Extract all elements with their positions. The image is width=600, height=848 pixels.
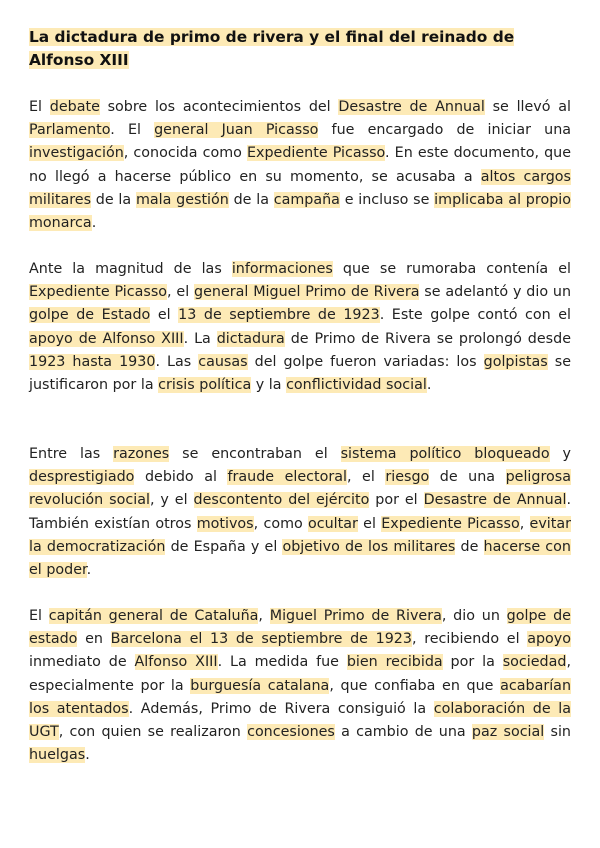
highlighted-phrase: colaboración de la UGT	[29, 700, 572, 741]
body-text: sobre los acontecimientos del	[99, 99, 339, 115]
body-text: que se rumoraba contenía el	[332, 261, 571, 277]
highlighted-phrase: Barcelona el 13 de septiembre de 1923	[110, 631, 412, 648]
highlighted-phrase: Miguel Primo de Rivera	[269, 608, 442, 624]
body-text: , que confiaba en que	[329, 677, 501, 694]
highlighted-phrase: implicaba al propio monarca	[29, 191, 571, 232]
highlighted-phrase: huelgas	[29, 747, 86, 764]
body-text: del golpe fueron variadas: los	[247, 353, 484, 370]
body-text: .	[86, 562, 92, 579]
highlighted-phrase: general Juan Picasso	[154, 122, 319, 139]
highlighted-phrase: Desastre de Annual	[338, 99, 485, 115]
body-text: e incluso se	[339, 191, 435, 208]
highlighted-phrase: paz social	[471, 724, 545, 741]
highlighted-phrase: altos cargos militares	[29, 168, 571, 208]
body-text: en	[77, 631, 111, 648]
body-text: de España y el	[165, 538, 283, 555]
highlighted-phrase: informaciones	[231, 261, 333, 277]
highlighted-phrase: riesgo	[385, 469, 430, 486]
paragraph-4	[29, 605, 571, 767]
highlighted-phrase: crisis política	[158, 377, 252, 394]
body-text: ,	[258, 608, 270, 624]
highlighted-phrase: campaña	[273, 191, 340, 208]
body-text: ,	[519, 515, 530, 532]
body-text: . Además, Primo de Rivera consiguió la	[128, 700, 434, 717]
body-text: se llevó al	[484, 99, 571, 115]
highlighted-phrase: Desastre de Annual	[423, 492, 567, 509]
highlighted-phrase: sociedad	[502, 654, 567, 671]
highlighted-phrase: mala gestión	[135, 191, 229, 208]
body-text: y la	[251, 377, 287, 394]
body-text: Ante la magnitud de las	[29, 261, 232, 277]
highlighted-phrase: debate	[49, 99, 100, 115]
body-text: . Este golpe contó con el	[379, 307, 571, 324]
highlighted-phrase: Expediente Picasso	[246, 145, 386, 162]
body-text: El	[29, 99, 50, 115]
body-text: de	[455, 538, 484, 555]
highlighted-phrase: capitán general de Cataluña	[48, 608, 259, 624]
highlighted-phrase: causas	[198, 353, 248, 370]
title-text: La dictadura de primo de rivera y el final del reinado de Alfonso XIII	[29, 28, 515, 69]
body-text: .	[426, 377, 432, 394]
body-text: .	[85, 747, 90, 764]
body-text: se encontraban el	[169, 446, 341, 462]
paragraph-3	[29, 443, 571, 582]
highlighted-phrase: sistema político bloqueado	[340, 446, 550, 462]
body-text: , recibiendo el	[412, 631, 528, 648]
body-text: sin	[544, 724, 571, 741]
body-text: , el	[346, 469, 386, 486]
highlighted-phrase: apoyo	[527, 631, 571, 648]
highlighted-phrase: conflictividad social	[286, 377, 427, 394]
highlighted-phrase: Expediente Picasso	[381, 515, 520, 532]
body-text: de la	[91, 191, 136, 208]
body-text: . También existían otros	[29, 492, 571, 532]
body-text: por la	[442, 654, 503, 671]
highlighted-phrase: motivos	[196, 515, 254, 532]
body-text: . La medida fue	[217, 654, 347, 671]
body-text: . La	[183, 330, 217, 347]
highlighted-phrase: golpe de estado	[29, 608, 571, 648]
body-text: de una	[429, 469, 506, 486]
body-text: . El	[110, 122, 155, 139]
highlighted-phrase: bien recibida	[346, 654, 443, 671]
body-text: , con quien se realizaron	[58, 724, 248, 741]
body-text: , conocida como	[123, 145, 247, 162]
body-text: debido al	[134, 469, 228, 486]
body-text: . Las	[155, 353, 199, 370]
highlighted-phrase: descontento del ejército	[193, 492, 370, 509]
body-text: Entre las	[29, 446, 114, 462]
body-text: , dio un	[441, 608, 507, 624]
highlighted-phrase: concesiones	[247, 724, 335, 741]
highlighted-phrase: razones	[113, 446, 170, 462]
body-text: el	[357, 515, 382, 532]
highlighted-phrase: desprestigiado	[29, 469, 135, 486]
body-text: , especialmente por la	[29, 654, 571, 694]
paragraph-1	[29, 96, 571, 235]
highlighted-phrase: fraude electoral	[227, 469, 347, 486]
highlighted-phrase: ocultar	[308, 515, 358, 532]
paragraph-2	[29, 258, 571, 397]
highlighted-phrase: acabarían los atentados	[29, 677, 572, 717]
body-text: y	[549, 446, 571, 462]
highlighted-phrase: hacerse con el poder	[29, 538, 571, 579]
highlighted-phrase: Expediente Picasso	[29, 284, 168, 301]
highlighted-phrase: Parlamento	[29, 122, 111, 139]
body-text: se adelantó y dio un	[419, 284, 572, 301]
highlighted-phrase: Alfonso XIII	[134, 654, 218, 671]
body-text: se justificaron por la	[29, 353, 572, 394]
body-text: . En este documento, que no llegó a hacerse público en su momento, se acusaba a	[29, 145, 572, 185]
body-text: a cambio de una	[334, 724, 472, 741]
highlighted-phrase: general Miguel Primo de Rivera	[194, 284, 420, 301]
highlighted-phrase: 13 de septiembre de 1923	[178, 307, 380, 324]
body-text: , el	[167, 284, 195, 301]
body-text: , como	[253, 515, 309, 532]
body-text: El	[29, 608, 49, 624]
body-text: .	[91, 215, 97, 232]
body-text: de Primo de Rivera se prolongó desde	[284, 330, 571, 347]
highlighted-phrase: dictadura	[216, 330, 285, 347]
body-text: el	[150, 307, 179, 324]
body-text: por el	[369, 492, 424, 509]
body-text: fue encargado de iniciar una	[318, 122, 572, 139]
highlighted-phrase: burguesía catalana	[190, 677, 330, 694]
body-text: , y el	[149, 492, 194, 509]
body-text: inmediato de	[29, 654, 135, 671]
highlighted-phrase: golpistas	[483, 353, 548, 370]
highlighted-phrase: 1923 hasta 1930	[29, 353, 156, 370]
highlighted-phrase: golpe de Estado	[29, 307, 151, 324]
document-title	[29, 26, 571, 72]
body-text: de la	[228, 191, 274, 208]
highlighted-phrase: peligrosa revolución social	[29, 469, 572, 509]
highlighted-phrase: apoyo de Alfonso XIII	[29, 330, 184, 347]
highlighted-phrase: evitar la democratización	[29, 515, 572, 555]
highlighted-phrase: investigación	[29, 145, 124, 162]
highlighted-phrase: objetivo de los militares	[282, 538, 456, 555]
